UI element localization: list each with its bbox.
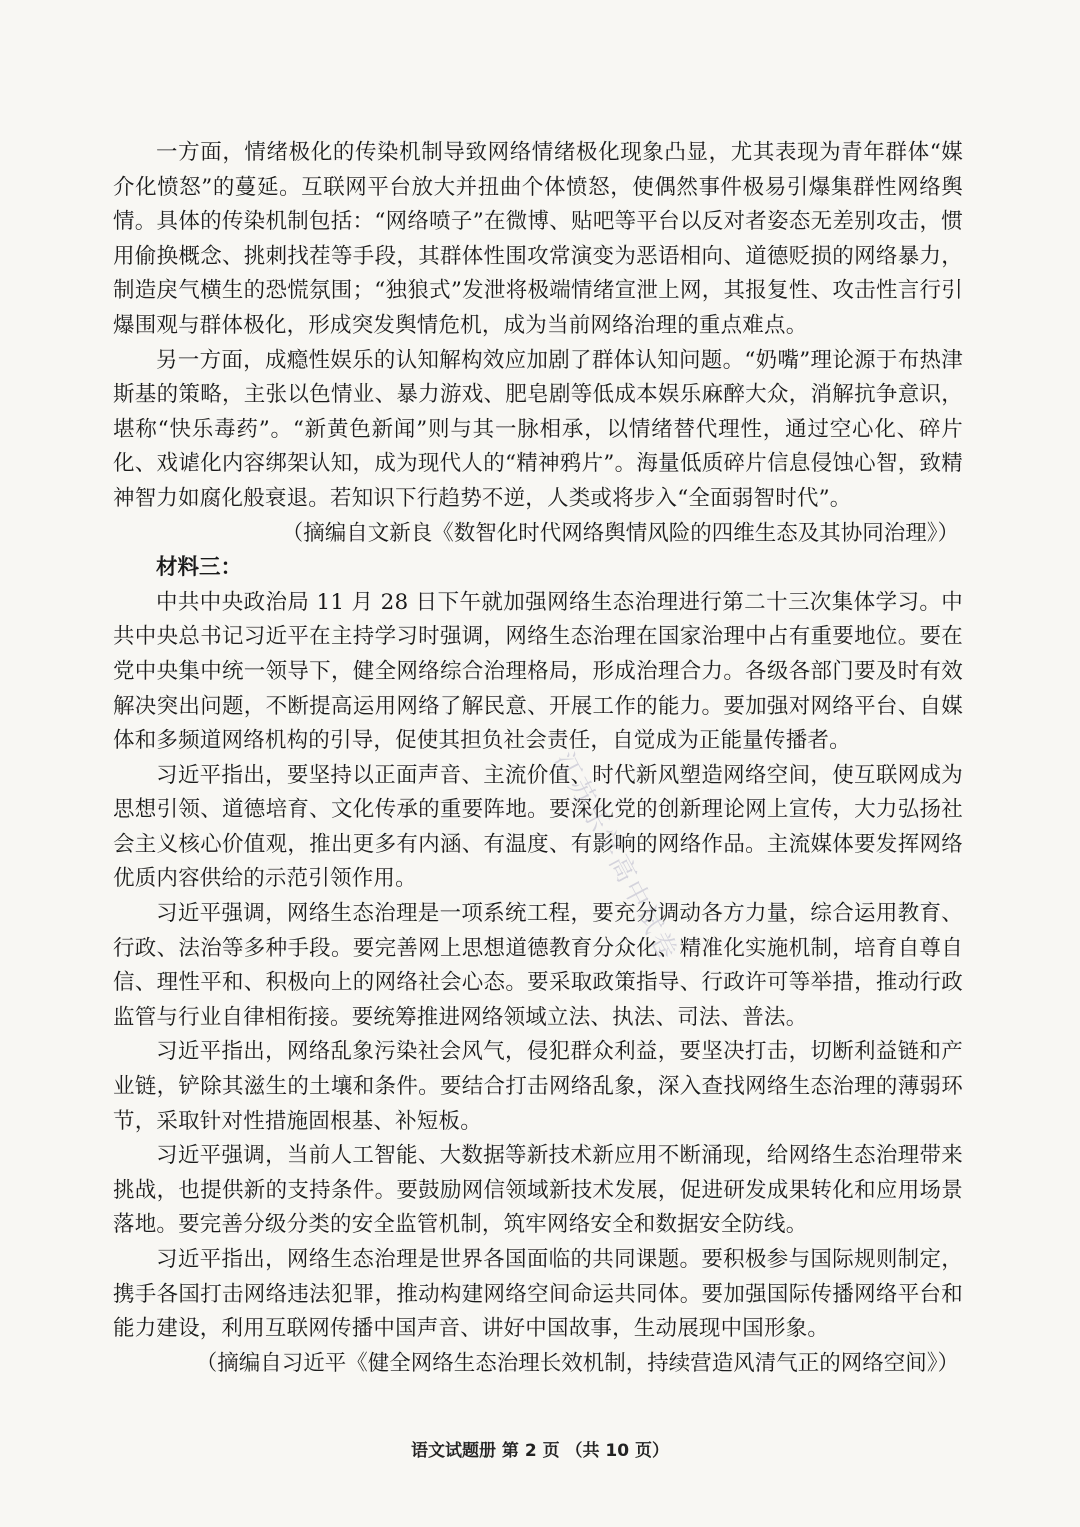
paragraph: 习近平强调，网络生态治理是一项系统工程，要充分调动各方力量，综合运用教育、行政、法治等多种手段。要完善网上思想道德教育分众化、精准化实施机制，培育自尊自信、理性平和、积极向上的网络社会心态。要采取政策指导、行政许可等举措，推动行政监管与行业自律相衔接。要统筹推进网络领域立法、执法、司法、普法。 bbox=[113, 901, 963, 1030]
paragraph: 习近平指出，网络乱象污染社会风气，侵犯群众利益，要坚决打击，切断利益链和产业链，铲除其滋生的土壤和条件。要结合打击网络乱象，深入查找网络生态治理的薄弱环节，采取针对性措施固根基、补短板。 bbox=[113, 1039, 963, 1134]
watermark: 江苏乐学高中试卷 bbox=[548, 747, 684, 967]
page-footer: 语文试题册 第 2 页 （共 10 页） bbox=[411, 1441, 669, 1461]
paragraph: 另一方面，成瘾性娱乐的认知解构效应加剧了群体认知问题。“奶嘴”理论源于布热津斯基的策略，主张以色情业、暴力游戏、肥皂剧等低成本娱乐麻醉大众，消解抗争意识，堪称“快乐毒药”。“新黄色新闻”则与其一脉相承，以情绪替代理性，通过空心化、碎片化、戏谑化内容绑架认知，成为现代人的“精神鸦片”。海量低质碎片信息侵蚀心智，致精神智力如腐化般衰退。若知识下行趋势不逆，人类或将步入“全面弱智时代”。 bbox=[113, 347, 963, 511]
document-body bbox=[113, 136, 963, 1381]
paragraph: 一方面，情绪极化的传染机制导致网络情绪极化现象凸显，尤其表现为青年群体“媒介化愤怒”的蔓延。互联网平台放大并扭曲个体愤怒，使偶然事件极易引爆集群性网络舆情。具体的传染机制包括：“网络喷子”在微博、贴吧等平台以反对者姿态无差别攻击，惯用偷换概念、挑刺找茬等手段，其群体性围攻常演变为恶语相向、道德贬损的网络暴力，制造戾气横生的恐慌氛围；“独狼式”发泄将极端情绪宣泄上网，其报复性、攻击性言行引爆围观与群体极化，形成突发舆情危机，成为当前网络治理的重点难点。 bbox=[113, 140, 963, 338]
paragraph: 中共中央政治局 11 月 28 日下午就加强网络生态治理进行第二十三次集体学习。中共中央总书记习近平在主持学习时强调，网络生态治理在国家治理中占有重要地位。要在党中央集中统一领导下，健全网络综合治理格局，形成治理合力。各级各部门要及时有效解决突出问题，不断提高运用网络了解民意、开展工作的能力。要加强对网络平台、自媒体和多频道网络机构的引导，促使其担负社会责任，自觉成为正能量传播者。 bbox=[113, 589, 963, 754]
paragraph: 习近平指出，网络生态治理是世界各国面临的共同课题。要积极参与国际规则制定，携手各国打击网络违法犯罪，推动构建网络空间命运共同体。要加强国际传播网络平台和能力建设，利用互联网传播中国声音、讲好中国故事，生动展现中国形象。 bbox=[113, 1247, 963, 1342]
source-citation: （摘编自习近平《健全网络生态治理长效机制，持续营造风清气正的网络空间》） bbox=[195, 1350, 959, 1376]
paragraph: 习近平指出，要坚持以正面声音、主流价值、时代新风塑造网络空间，使互联网成为思想引领、道德培育、文化传承的重要阵地。要深化党的创新理论网上宣传，大力弘扬社会主义核心价值观，推出更多有内涵、有温度、有影响的网络作品。主流媒体要发挥网络优质内容供给的示范引领作用。 bbox=[113, 762, 963, 892]
material-heading: 材料三： bbox=[156, 555, 243, 581]
paragraph: 习近平强调，当前人工智能、大数据等新技术新应用不断涌现，给网络生态治理带来挑战，也提供新的支持条件。要鼓励网信领域新技术发展，促进研发成果转化和应用场景落地。要完善分级分类的安全监管机制，筑牢网络安全和数据安全防线。 bbox=[113, 1143, 963, 1238]
source-citation: （摘编自文新良《数智化时代网络舆情风险的四维生态及其协同治理》） bbox=[281, 520, 959, 546]
